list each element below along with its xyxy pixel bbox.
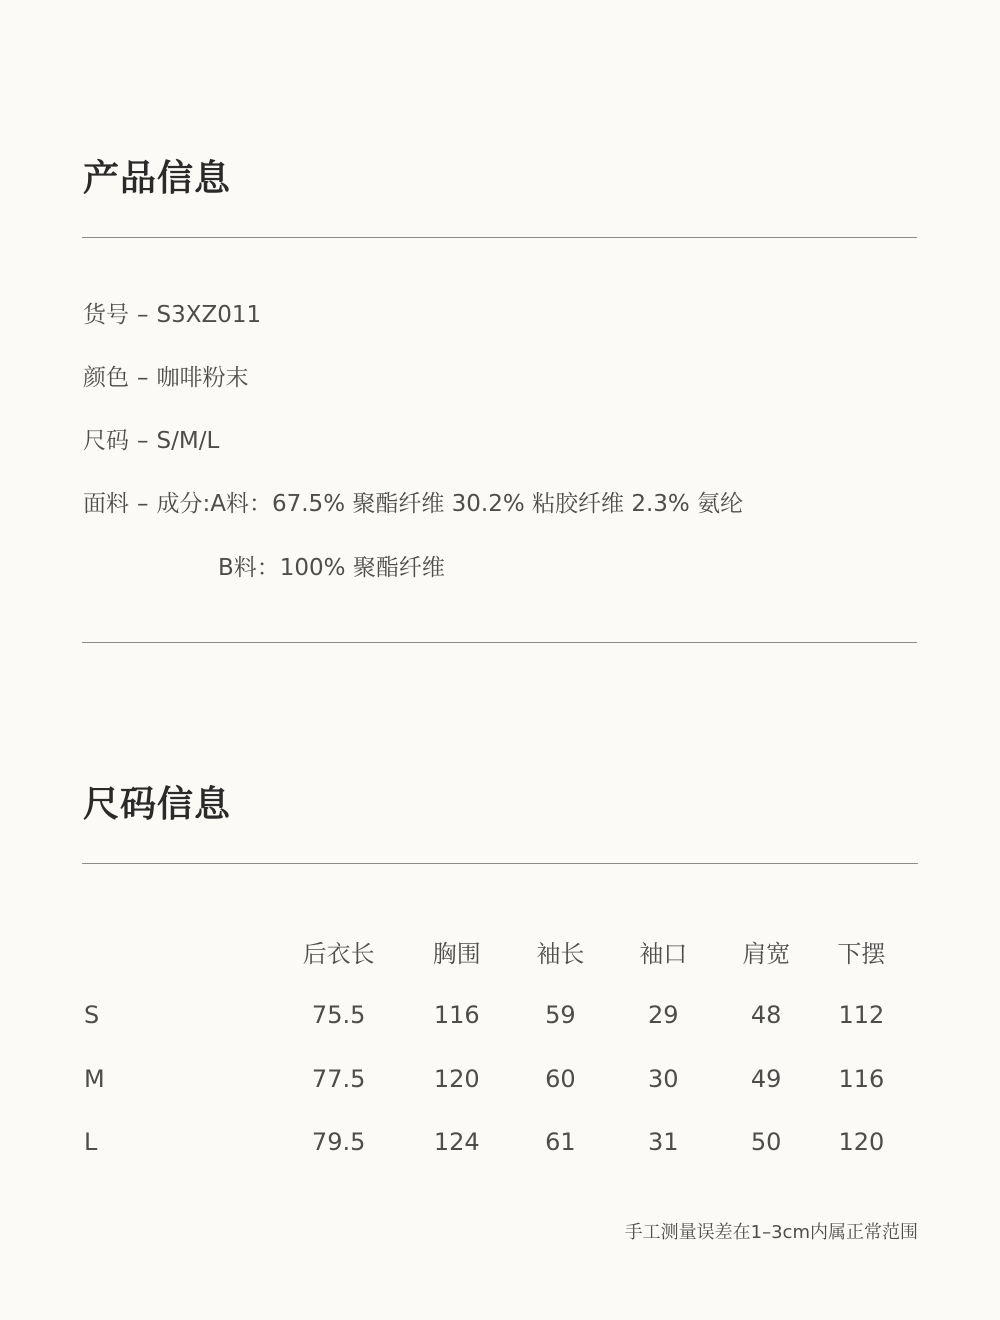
info-value: 咖啡粉末 bbox=[156, 365, 249, 391]
table-row bbox=[82, 984, 922, 1048]
table-row bbox=[82, 1047, 922, 1111]
product-info-top-divider bbox=[82, 237, 917, 238]
size-label: M bbox=[84, 1064, 105, 1093]
table-cell: 29 bbox=[648, 1001, 679, 1030]
table-cell: 116 bbox=[433, 1001, 480, 1030]
column-header: 肩宽 bbox=[742, 940, 791, 969]
info-row-item-number bbox=[83, 300, 261, 330]
size-table-header-row bbox=[82, 920, 922, 984]
size-table bbox=[82, 920, 922, 1174]
product-info-title: 产品信息 bbox=[83, 158, 232, 199]
info-value: S3XZ011 bbox=[156, 302, 262, 328]
column-header: 袖长 bbox=[536, 940, 585, 969]
info-separator: – bbox=[137, 365, 149, 391]
info-value: S/M/L bbox=[156, 428, 220, 454]
table-cell: 48 bbox=[750, 1001, 782, 1030]
info-label: 面料 bbox=[83, 491, 129, 517]
size-table-corner bbox=[82, 920, 290, 984]
table-cell: 61 bbox=[545, 1128, 576, 1157]
info-row-fabric-line2: B料：100% 聚酯纤维 bbox=[218, 555, 445, 581]
table-cell: 60 bbox=[545, 1064, 576, 1093]
table-row bbox=[82, 1111, 922, 1175]
table-cell: 59 bbox=[545, 1001, 576, 1030]
info-label: 货号 bbox=[83, 302, 129, 328]
info-separator: – bbox=[137, 302, 149, 328]
table-cell: 50 bbox=[750, 1128, 782, 1157]
info-row-fabric bbox=[83, 489, 743, 519]
product-info-bottom-divider bbox=[82, 642, 917, 643]
info-value: 成分:A料：67.5% 聚酯纤维 30.2% 粘胶纤维 2.3% 氨纶 bbox=[156, 491, 744, 517]
table-cell: 75.5 bbox=[311, 1001, 366, 1030]
table-cell: 49 bbox=[750, 1064, 782, 1093]
table-cell: 77.5 bbox=[311, 1064, 366, 1093]
info-row-color bbox=[83, 363, 249, 393]
info-row-size bbox=[83, 426, 219, 456]
size-label: L bbox=[84, 1128, 98, 1157]
info-label: 颜色 bbox=[83, 365, 129, 391]
info-separator: – bbox=[137, 491, 149, 517]
table-cell: 120 bbox=[433, 1064, 480, 1093]
size-info-divider bbox=[82, 863, 918, 864]
table-cell: 79.5 bbox=[311, 1128, 366, 1157]
table-cell: 124 bbox=[433, 1128, 480, 1157]
table-cell: 120 bbox=[838, 1128, 885, 1157]
column-header: 袖口 bbox=[639, 940, 688, 969]
table-cell: 31 bbox=[648, 1128, 679, 1157]
info-separator: – bbox=[137, 428, 149, 454]
column-header: 下摆 bbox=[837, 940, 886, 969]
measurement-note: 手工测量误差在1–3cm内属正常范围 bbox=[624, 1222, 918, 1243]
size-info-title: 尺码信息 bbox=[83, 784, 232, 825]
column-header: 胸围 bbox=[432, 940, 481, 969]
table-cell: 112 bbox=[838, 1001, 885, 1030]
table-cell: 30 bbox=[648, 1064, 679, 1093]
size-label: S bbox=[84, 1001, 100, 1030]
column-header: 后衣长 bbox=[302, 940, 375, 969]
info-label: 尺码 bbox=[83, 428, 129, 454]
table-cell: 116 bbox=[838, 1064, 885, 1093]
